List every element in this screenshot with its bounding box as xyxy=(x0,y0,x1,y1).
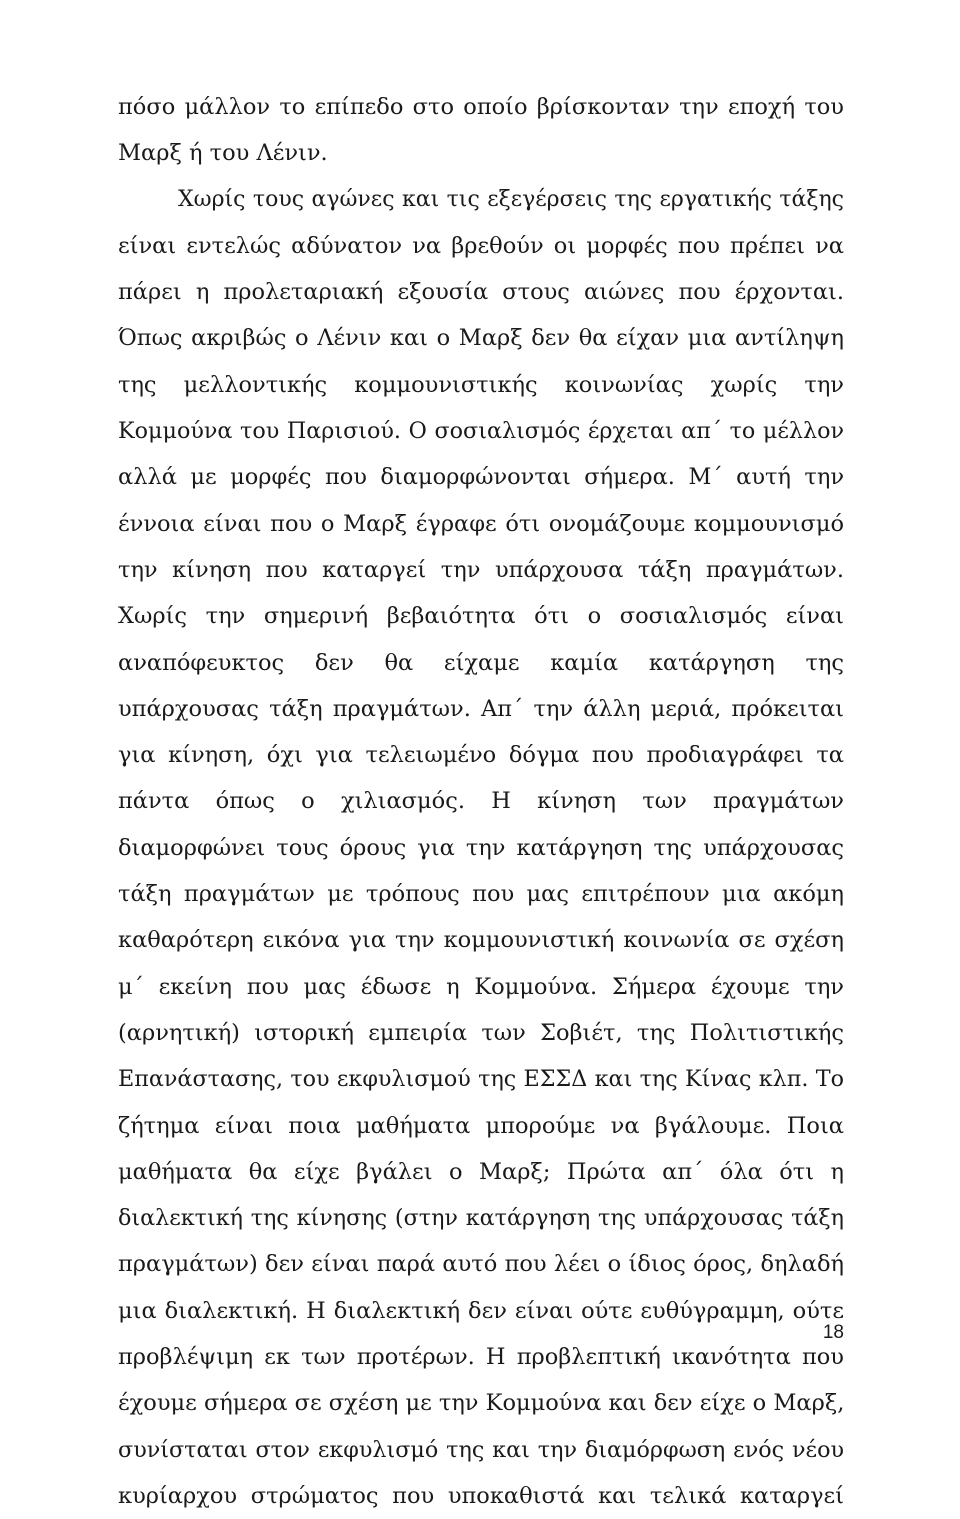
text-line: την κίνηση που καταργεί την υπάρχουσα τάξη πραγμάτων. xyxy=(118,556,844,583)
text-line: της μελλοντικής κομμουνιστικής κοινωνίας χωρίς την xyxy=(118,371,844,398)
text-line: Μαρξ ή του Λένιν. xyxy=(118,140,328,167)
text-line: μαθήματα θα είχε βγάλει ο Μαρξ; Πρώτα απ΄ όλα ότι η xyxy=(118,1158,844,1185)
text-line: προβλέψιμη εκ των προτέρων. Η προβλεπτική ικανότητα που xyxy=(118,1344,844,1371)
text-line: πραγμάτων) δεν είναι παρά αυτό που λέει ο ίδιος όρος, δηλαδή xyxy=(118,1251,844,1278)
text-line: αλλά με μορφές που διαμορφώνονται σήμερα. Μ΄ αυτή την xyxy=(118,464,844,491)
text-line: πόσο μάλλον το επίπεδο στο οποίο βρίσκονταν την εποχή του xyxy=(118,94,844,120)
text-line: καθαρότερη εικόνα για την κομμουνιστική κοινωνία σε σχέση xyxy=(118,927,844,954)
text-line: πάντα όπως ο χιλιασμός. Η κίνηση των πραγμάτων xyxy=(118,788,844,815)
text-line: Επανάστασης, του εκφυλισμού της ΕΣΣΔ και της Κίνας κλπ. Το xyxy=(118,1066,844,1093)
text-line: κυρίαρχου στρώματος που υποκαθιστά και τελικά καταργεί xyxy=(118,1482,844,1509)
text-line: είναι εντελώς αδύνατον να βρεθούν οι μορφές που πρέπει να xyxy=(118,232,844,259)
text-line: για κίνηση, όχι για τελειωμένο δόγμα που προδιαγράφει τα xyxy=(118,742,844,769)
text-line: διαλεκτική της κίνησης (στην κατάργηση της υπάρχουσας τάξη xyxy=(118,1205,844,1232)
text-line: διαμορφώνει τους όρους για την κατάργηση της υπάρχουσας xyxy=(118,834,844,861)
text-line: ζήτημα είναι ποια μαθήματα μπορούμε να βγάλουμε. Ποια xyxy=(118,1112,844,1139)
text-line: Όπως ακριβώς ο Λένιν και ο Μαρξ δεν θα είχαν μια αντίληψη xyxy=(118,325,844,352)
text-line: Κομμούνα του Παρισιού. Ο σοσιαλισμός έρχεται απ΄ το μέλλον xyxy=(118,418,844,445)
text-line: μια διαλεκτική. Η διαλεκτική δεν είναι ούτε ευθύγραμμη, ούτε xyxy=(118,1297,844,1324)
body-text xyxy=(118,84,844,1519)
text-line: αναπόφευκτος δεν θα είχαμε καμία κατάργηση της xyxy=(118,649,844,676)
text-line: πάρει η προλεταριακή εξουσία στους αιώνες που έρχονται. xyxy=(118,279,844,306)
text-line: έχουμε σήμερα σε σχέση με την Κομμούνα και δεν είχε ο Μαρξ, xyxy=(118,1390,845,1417)
text-line: τάξη πραγμάτων με τρόπους που μας επιτρέπουν μια ακόμη xyxy=(118,881,844,908)
text-line: (αρνητική) ιστορική εμπειρία των Σοβιέτ, της Πολιτιστικής xyxy=(118,1019,844,1046)
page-number: 18 xyxy=(822,1322,844,1343)
text-line: έννοια είναι που ο Μαρξ έγραφε ότι ονομάζουμε κομμουνισμό xyxy=(118,510,844,537)
text-line: υπάρχουσας τάξη πραγμάτων. Απ΄ την άλλη μεριά, πρόκειται xyxy=(118,695,844,722)
text-line: Χωρίς τους αγώνες και τις εξεγέρσεις της εργατικής τάξης xyxy=(178,186,844,212)
text-line: Χωρίς την σημερινή βεβαιότητα ότι ο σοσιαλισμός είναι xyxy=(118,603,844,630)
text-line: μ΄ εκείνη που μας έδωσε η Κομμούνα. Σήμερα έχουμε την xyxy=(118,973,844,1000)
text-line: συνίσταται στον εκφυλισμό της και την διαμόρφωση ενός νέου xyxy=(118,1436,844,1463)
